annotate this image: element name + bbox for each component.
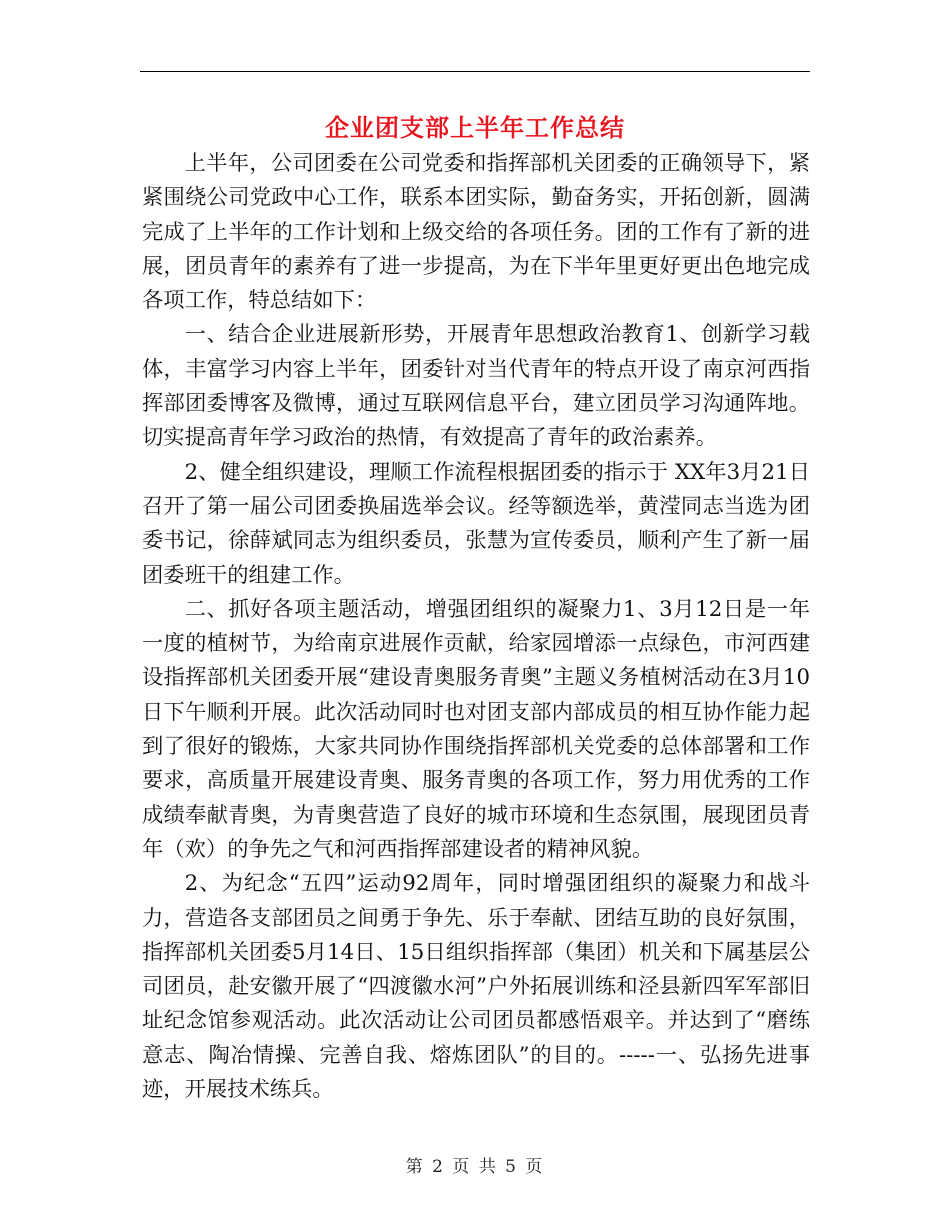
document-body [142,147,810,1107]
paragraph-intro: 上半年，公司团委在公司党委和指挥部机关团委的正确领导下，紧紧围绕公司党政中心工作，联系本团实际，勤奋务实，开拓创新，圆满完成了上半年的工作计划和上级交给的各项任务。团的工作有了新的进展，团员青年的素养有了进一步提高，为在下半年里更好更出色地完成各项工作，特总结如下： [142,151,810,314]
paragraph-section-1-item-2: 2、健全组织建设，理顺工作流程根据团委的指示于 XX年3月21日召开了第一届公司团委换届选举会议。经等额选举，黄滢同志当选为团委书记，徐薛斌同志为组织委员，张慧为宣传委员，顺利产生了新一届团委班干的组建工作。 [142,459,810,588]
document-title: 企业团支部上半年工作总结 [325,113,625,142]
paragraph-section-1: 一、结合企业进展新形势，开展青年思想政治教育1、创新学习载体，丰富学习内容上半年，团委针对当代青年的特点开设了南京河西指挥部团委博客及微博，通过互联网信息平台，建立团员学习沟通阵地。切实提高青年学习政治的热情，有效提高了青年的政治素养。 [142,322,810,451]
paragraph-section-2-item-2: 2、为纪念“五四”运动92周年，同时增强团组织的凝聚力和战斗力，营造各支部团员之间勇于争先、乐于奉献、团结互助的良好氛围，指挥部机关团委5月14日、15日组织指挥部（集团）机关和下属基层公司团员，赴安徽开展了“四渡徽水河”户外拓展训练和泾县新四军军部旧址纪念馆参观活动。此次活动让公司团员都感悟艰辛。并达到了“磨练意志、陶冶情操、完善自我、熔炼团队”的目的。-----一、弘扬先进事迹，开展技术练兵。 [142,871,810,1103]
page-number-footer: 第 2 页 共 5 页 [405,1157,545,1177]
paragraph-section-2: 二、抓好各项主题活动，增强团组织的凝聚力1、3月12日是一年一度的植树节，为给南京进展作贡献，给家园增添一点绿色，市河西建设指挥部机关团委开展“建设青奥服务青奥”主题义务植树活动在3月10日下午顺利开展。此次活动同时也对团支部内部成员的相互协作能力起到了很好的锻炼，大家共同协作围绕指挥部机关党委的总体部署和工作要求，高质量开展建设青奥、服务青奥的各项工作，努力用优秀的工作成绩奉献青奥，为青奥营造了良好的城市环境和生态氛围，展现团员青年（欢）的争先之气和河西指挥部建设者的精神风貌。 [142,596,810,862]
header-rule [140,71,810,72]
